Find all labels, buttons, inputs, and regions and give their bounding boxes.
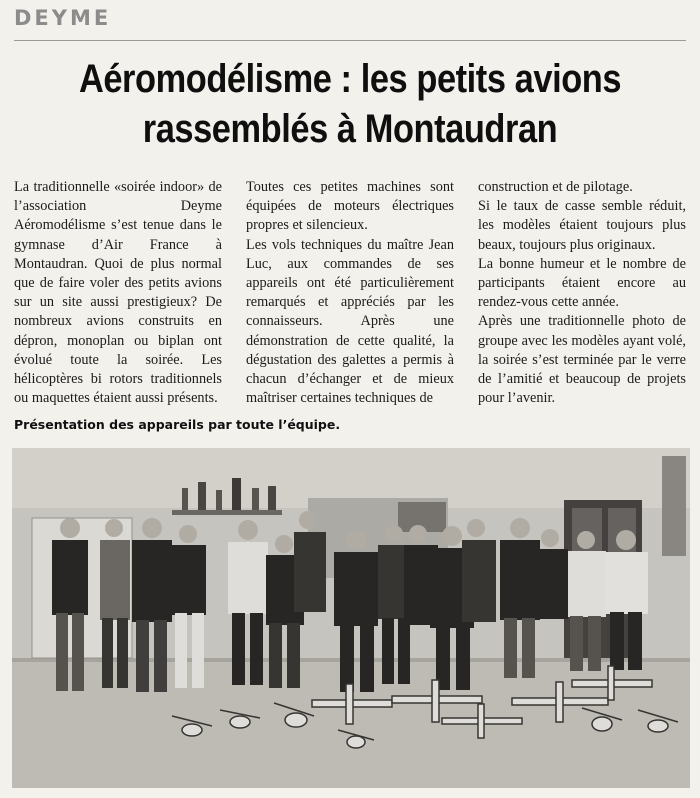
article-paragraph: La bonne humeur et le nombre de participants étaient encore au rendez-vous cette année. [478, 255, 686, 311]
headline-line-1: Aéromodélisme : les petits avions [78, 57, 622, 101]
article-paragraph: Après une traditionnelle photo de groupe avec les modèles ayant volé, la soirée s’est terminée par le verre de l’amitié et beaucoup de projets pour l’avenir. [478, 313, 686, 407]
group-photo [12, 448, 690, 788]
article-paragraph: Si le taux de casse semble réduit, les modèles étaient toujours plus beaux, toujours plus originaux. [478, 198, 686, 253]
headline-line-2: rassemblés à Montaudran [142, 107, 558, 151]
article-column-1 [14, 178, 222, 408]
article-paragraph: Toutes ces petites machines sont équipées de moteurs électriques propres et silencieux. [246, 179, 454, 234]
article-paragraph: La traditionnelle «soirée indoor» de l’association Deyme Aéromodélisme s’est tenue dans le gymnase d’Air France à Montaudran. Quoi de plus normal que de faire voler des petits avions sur un site aussi prestigieux? De nombreux avions construits en dépron, monoplan ou biplan ont évolué toute la soirée. Les hélicoptères bi rotors traditionnels ou maquettes étaient aussi présents. [14, 179, 222, 407]
article-paragraph: construction et de pilotage. [478, 179, 633, 195]
article-paragraph: Les vols techniques du maître Jean Luc, aux commandes de ses appareils ont été particulièrement remarqués et appréciés par les connaisseurs. Après une démonstration de cette qualité, la dégustation des galettes a permis à chacun d’échanger et de mieux maîtriser certaines techniques de [246, 236, 454, 407]
article-column-3 [478, 178, 686, 408]
section-label: DEYME [14, 6, 112, 30]
article-body [14, 178, 686, 410]
photo-caption: Présentation des appareils par toute l’équipe. [14, 417, 341, 432]
article-column-2 [246, 178, 454, 408]
headline [58, 54, 643, 154]
header-rule [14, 40, 686, 41]
